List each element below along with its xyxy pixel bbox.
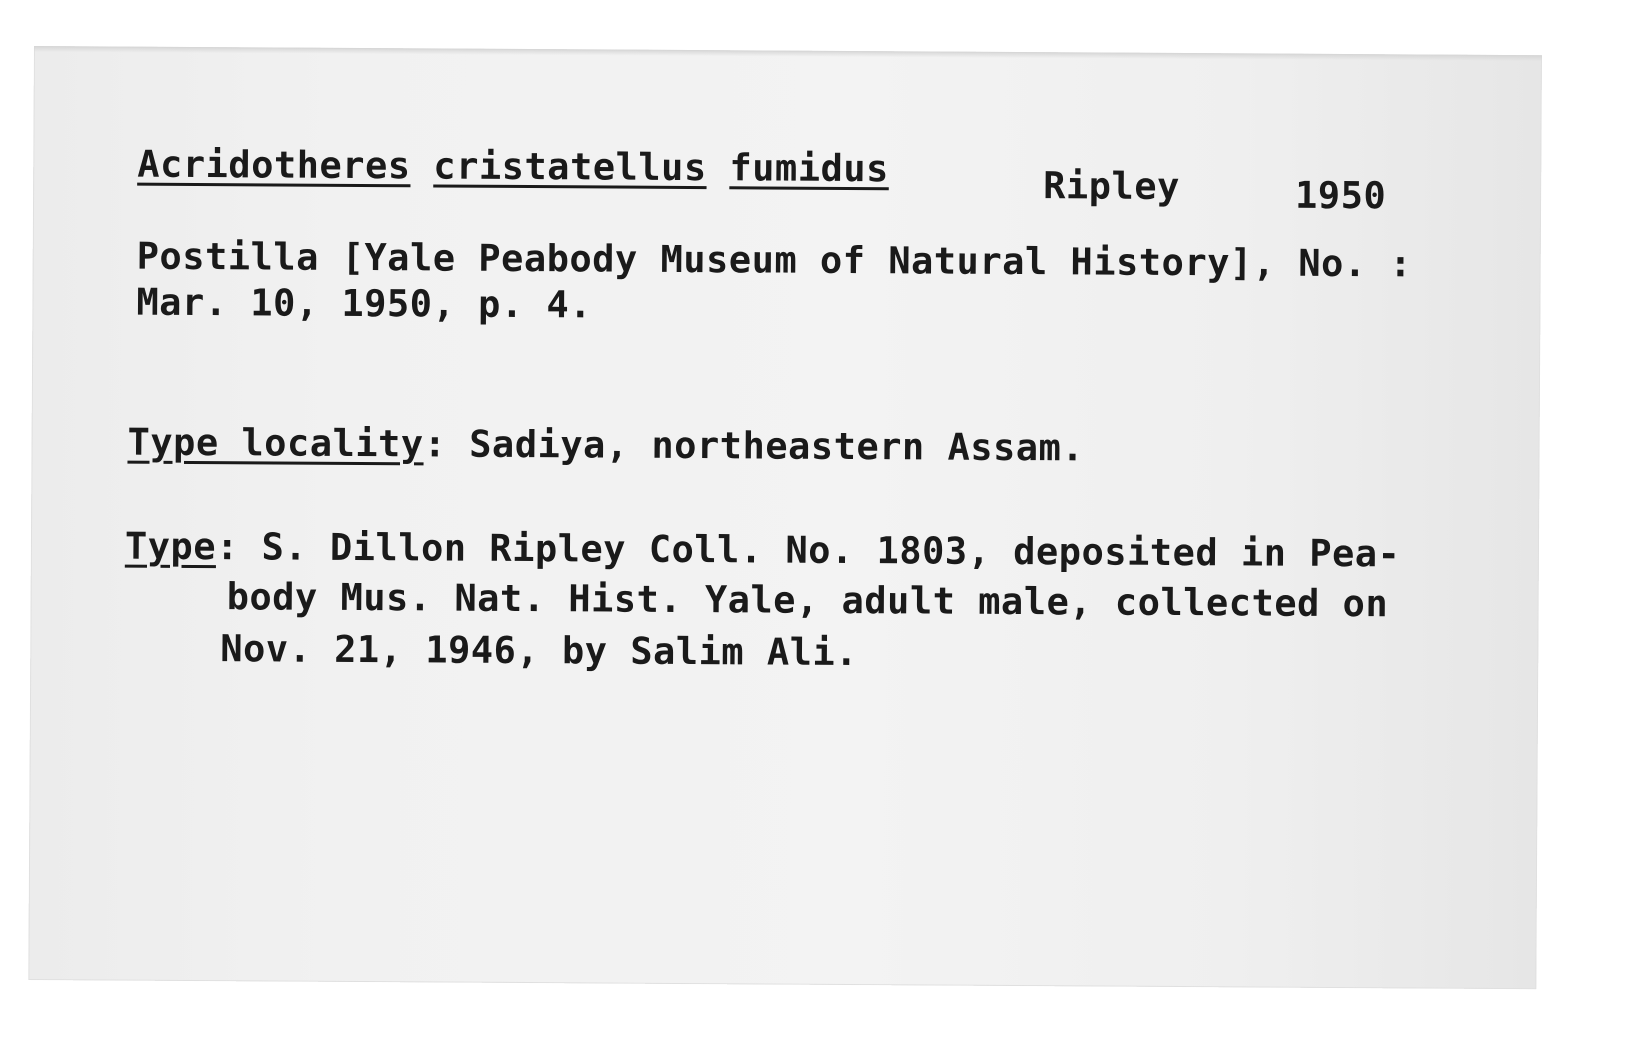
citation-line-2: Mar. 10, 1950, p. 4. <box>136 280 593 327</box>
type-locality-label: Type locality <box>127 420 424 466</box>
citation-line-1: Postilla [Yale Peabody Museum of Natural History], No. : <box>136 234 1413 286</box>
author-name: Ripley <box>1043 164 1180 209</box>
type-line-1 <box>125 525 1401 576</box>
type-separator: : <box>215 525 239 569</box>
taxon-name-line <box>137 143 889 191</box>
type-locality-separator: : <box>423 422 447 466</box>
genus-name: Acridotheres <box>137 142 411 188</box>
species-name: cristatellus <box>433 144 707 190</box>
type-line-3: Nov. 21, 1946, by Salim Ali. <box>220 627 859 675</box>
type-locality-value: Sadiya, northeastern Assam. <box>469 422 1085 470</box>
type-line-2: body Mus. Nat. Hist. Yale, adult male, collected on <box>226 575 1389 626</box>
index-card <box>28 46 1542 989</box>
publication-year: 1950 <box>1294 173 1387 218</box>
type-text-line-1: S. Dillon Ripley Coll. No. 1803, deposited in Pea- <box>261 525 1401 576</box>
type-locality-line <box>127 421 1084 470</box>
subspecies-name: fumidus <box>729 146 890 191</box>
type-label: Type <box>124 524 217 569</box>
